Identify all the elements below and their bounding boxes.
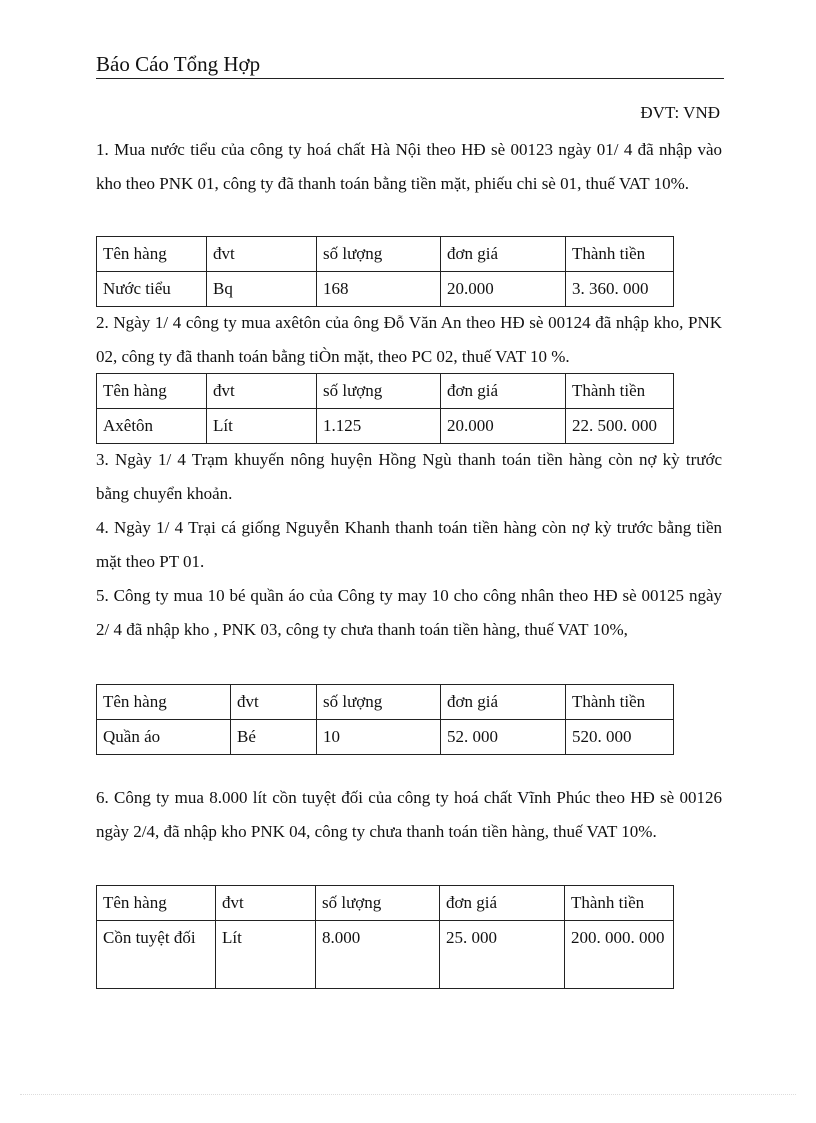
table-row — [97, 272, 674, 307]
item-5-text: 5. Công ty mua 10 bé quần áo của Công ty may 10 cho công nhân theo HĐ sè 00125 ngày 2/ 4 đã nhập kho , PNK 03, công ty chưa thanh toán tiền hàng, thuế VAT 10%, — [96, 586, 722, 639]
cell-unit: Bq — [207, 272, 317, 307]
header-cell: số lượng — [316, 886, 440, 921]
header-cell: Tên hàng — [97, 374, 207, 409]
item-1-table — [96, 236, 674, 307]
item-3-text: 3. Ngày 1/ 4 Trạm khuyến nông huyện Hồng Ngù thanh toán tiền hàng còn nợ kỳ trước bằng chuyển khoản. — [96, 450, 722, 503]
item-5-table — [96, 684, 674, 755]
cell-quantity: 8.000 — [316, 921, 440, 989]
item-2-table — [96, 373, 674, 444]
header-cell: số lượng — [317, 374, 441, 409]
currency-unit-label: ĐVT: VNĐ — [640, 103, 720, 122]
page-title: Báo Cáo Tổng Hợp — [96, 52, 261, 76]
header-cell: Thành tiền — [566, 237, 674, 272]
cell-unit-price: 25. 000 — [440, 921, 565, 989]
cell-amount: 520. 000 — [566, 720, 674, 755]
cell-quantity: 168 — [317, 272, 441, 307]
header-cell: đvt — [207, 374, 317, 409]
header-cell: Tên hàng — [97, 237, 207, 272]
table-header-row — [97, 374, 674, 409]
item-4-text: 4. Ngày 1/ 4 Trại cá giống Nguyễn Khanh thanh toán tiền hàng còn nợ kỳ trước bằng tiền mặt theo PT 01. — [96, 518, 722, 571]
cell-item-name: Cồn tuyệt đối — [97, 921, 216, 989]
header-cell: số lượng — [317, 685, 441, 720]
cell-quantity: 10 — [317, 720, 441, 755]
page-bottom-divider — [20, 1094, 796, 1095]
cell-unit-price: 20.000 — [441, 409, 566, 444]
cell-amount: 3. 360. 000 — [566, 272, 674, 307]
cell-quantity: 1.125 — [317, 409, 441, 444]
cell-item-name: Nước tiểu — [97, 272, 207, 307]
header-cell: Thành tiền — [565, 886, 674, 921]
header-cell: đơn giá — [441, 237, 566, 272]
cell-amount: 200. 000. 000 — [565, 921, 674, 989]
item-1-text: 1. Mua nước tiểu của công ty hoá chất Hà Nội theo HĐ sè 00123 ngày 01/ 4 đã nhập vào kho theo PNK 01, công ty đã thanh toán bằng tiền mặt, phiếu chi sè 01, thuế VAT 10%. — [96, 140, 722, 193]
cell-unit-price: 52. 000 — [441, 720, 566, 755]
table-header-row — [97, 237, 674, 272]
cell-unit-price: 20.000 — [441, 272, 566, 307]
header-cell: Tên hàng — [97, 886, 216, 921]
header-cell: Thành tiền — [566, 374, 674, 409]
cell-amount: 22. 500. 000 — [566, 409, 674, 444]
header-cell: đơn giá — [441, 374, 566, 409]
item-2-text: 2. Ngày 1/ 4 công ty mua axêtôn của ông Đỗ Văn An theo HĐ sè 00124 đã nhập kho, PNK 02, công ty đã thanh toán bằng tiÒn mặt, theo PC 02, thuế VAT 10 %. — [96, 313, 722, 366]
header-cell: số lượng — [317, 237, 441, 272]
header-cell: Tên hàng — [97, 685, 231, 720]
cell-unit: Lít — [216, 921, 316, 989]
table-row — [97, 720, 674, 755]
table-row — [97, 409, 674, 444]
table-row — [97, 921, 674, 989]
header-cell: đơn giá — [441, 685, 566, 720]
table-header-row — [97, 685, 674, 720]
page-header — [96, 50, 724, 79]
cell-unit: Bé — [231, 720, 317, 755]
header-cell: đvt — [231, 685, 317, 720]
item-6-table — [96, 885, 674, 989]
item-6-text: 6. Công ty mua 8.000 lít cồn tuyệt đối của công ty hoá chất Vĩnh Phúc theo HĐ sè 00126 ngày 2/4, đã nhập kho PNK 04, công ty chưa thanh toán tiền hàng, thuế VAT 10%. — [96, 788, 722, 841]
cell-item-name: Quần áo — [97, 720, 231, 755]
cell-unit: Lít — [207, 409, 317, 444]
cell-item-name: Axêtôn — [97, 409, 207, 444]
header-cell: đơn giá — [440, 886, 565, 921]
header-cell: đvt — [216, 886, 316, 921]
header-cell: đvt — [207, 237, 317, 272]
header-cell: Thành tiền — [566, 685, 674, 720]
table-header-row — [97, 886, 674, 921]
